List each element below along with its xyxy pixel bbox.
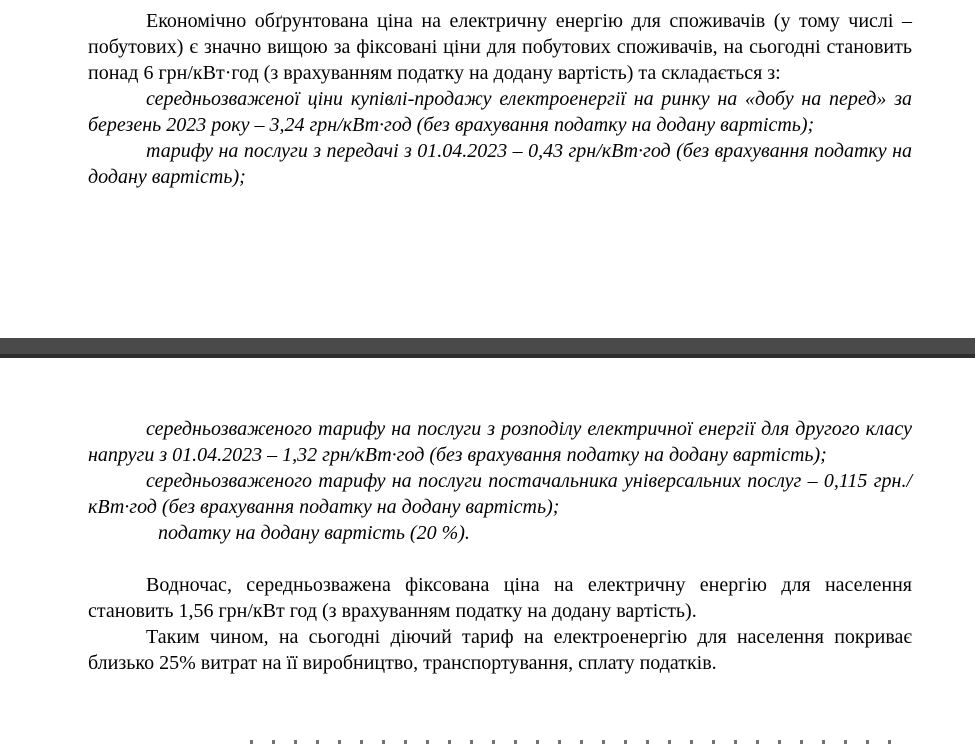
page-1-text: [88, 8, 912, 190]
list-item-distribution-tariff: середньозваженого тарифу на послуги з розподілу електричної енергії для другого класу напруги з 01.04.2023 – 1,32 грн/кВт·год (без врахування податку на додану вартість);: [88, 418, 912, 466]
document-page-1: [0, 0, 975, 338]
list-item-vat: податку на додану вартість (20 %).: [158, 522, 470, 544]
page-2-text: [88, 416, 912, 676]
list-item-transmission-tariff: тарифу на послуги з передачі з 01.04.2023 – 0,43 грн/кВт·год (без врахування податку на додану вартість);: [88, 140, 912, 188]
paragraph-fixed-price: Водночас, середньозважена фіксована ціна на електричну енергію для населення становить 1,56 грн/кВт год (з врахуванням податку на додану вартість).: [88, 574, 912, 622]
list-item-supplier-tariff: середньозваженого тарифу на послуги постачальника універсальних послуг – 0,115 грн./кВт·год (без врахування податку на додану вартість);: [88, 470, 912, 518]
document-page-2: [0, 358, 975, 742]
paragraph-economic-price: Економічно обґрунтована ціна на електричну енергію для споживачів (у тому числі – побутових) є значно вищою за фіксовані ціни для побутових споживачів, на сьогодні становить понад 6 грн/кВт·год (з врахуванням податку на додану вартість) та складається з:: [88, 10, 912, 84]
list-item-market-price: середньозваженої ціни купівлі-продажу електроенергії на ринку на «добу на перед» за березень 2023 року – 3,24 грн/кВт·год (без врахування податку на додану вартість);: [88, 88, 912, 136]
cut-off-text-line: [250, 740, 910, 744]
page-separator: [0, 338, 975, 358]
paragraph-coverage: Таким чином, на сьогодні діючий тариф на електроенергію для населення покриває близько 25% витрат на її виробництво, транспортування, сплату податків.: [88, 626, 912, 674]
